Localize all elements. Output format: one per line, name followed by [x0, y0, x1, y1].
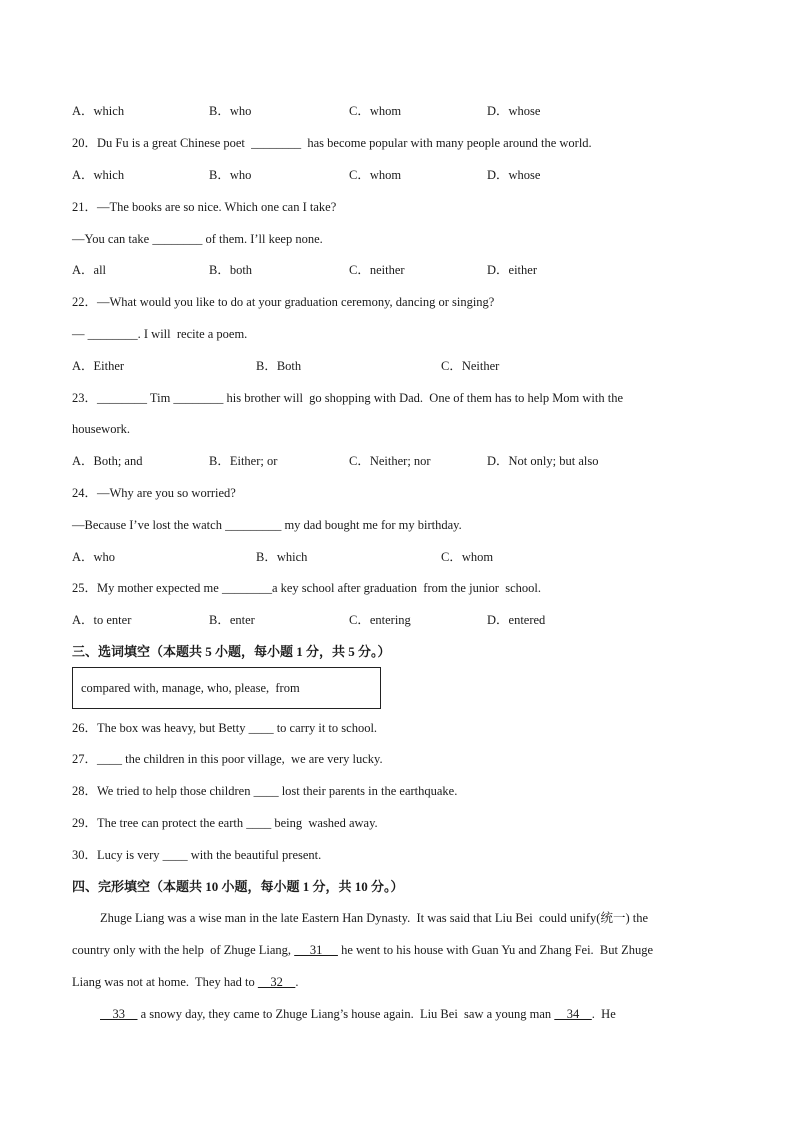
- passage-text: Liang was not at home. They had to: [72, 975, 258, 989]
- word-bank-box: [72, 667, 381, 709]
- q25-option-b: B．enter: [209, 613, 255, 627]
- q21-option-a: A．all: [72, 263, 107, 277]
- section-3-title: 三、选词填空（本题共 5 小题，每小题 1 分，共 5 分。）: [72, 644, 391, 659]
- passage-text: .: [295, 975, 299, 989]
- passage-p2-line1: [100, 1006, 616, 1022]
- q24-option-c: C．whom: [441, 550, 494, 564]
- q20-option-c: C．whom: [349, 168, 402, 182]
- q21-line1: 21．—The books are so nice. Which one can I take?: [72, 200, 337, 214]
- q24-option-b: B．which: [256, 550, 308, 564]
- q21-line2: —You can take ________ of them. I’ll keep none.: [72, 232, 323, 246]
- q25-option-a: A．to enter: [72, 613, 132, 627]
- passage-p1-line3: [72, 974, 298, 990]
- q19-option-b: B．who: [209, 104, 252, 118]
- q19-option-d: D．whose: [487, 104, 541, 118]
- q19-option-a: A．which: [72, 104, 125, 118]
- passage-text: a snowy day, they came to Zhuge Liang’s house again. Liu Bei saw a young man: [137, 1007, 555, 1021]
- q23-line1: 23．________ Tim ________ his brother will go shopping with Dad. One of them has to help Mom with the: [72, 391, 624, 405]
- q29-line: 29．The tree can protect the earth ____ being washed away.: [72, 816, 378, 830]
- blank-34: 34: [554, 1007, 592, 1021]
- q22-line1: 22．—What would you like to do at your graduation ceremony, dancing or singing?: [72, 295, 495, 309]
- passage-text: . He: [591, 1007, 616, 1021]
- q20-option-a: A．which: [72, 168, 125, 182]
- q22-option-b: B．Both: [256, 359, 302, 373]
- section-4-title: 四、完形填空（本题共 10 小题，每小题 1 分，共 10 分。）: [72, 879, 404, 894]
- q27-line: 27．____ the children in this poor village, we are very lucky.: [72, 752, 383, 766]
- q21-option-b: B．both: [209, 263, 253, 277]
- q25-option-c: C．entering: [349, 613, 411, 627]
- q23-line2: housework.: [72, 422, 130, 436]
- q25-option-d: D．entered: [487, 613, 546, 627]
- q23-option-b: B．Either; or: [209, 454, 278, 468]
- passage-p1-line2: [72, 942, 653, 958]
- q20-stem: 20．Du Fu is a great Chinese poet ________ has become popular with many people around the world.: [72, 136, 592, 150]
- word-bank-text: compared with, manage, who, please, from: [81, 681, 300, 695]
- passage-text: he went to his house with Guan Yu and Zhang Fei. But Zhuge: [337, 943, 654, 957]
- q23-option-d: D．Not only; but also: [487, 454, 599, 468]
- q26-line: 26．The box was heavy, but Betty ____ to carry it to school.: [72, 721, 378, 735]
- q20-option-b: B．who: [209, 168, 252, 182]
- q22-option-c: C．Neither: [441, 359, 500, 373]
- q30-line: 30．Lucy is very ____ with the beautiful present.: [72, 848, 322, 862]
- q28-line: 28．We tried to help those children ____ lost their parents in the earthquake.: [72, 784, 458, 798]
- q20-option-d: D．whose: [487, 168, 541, 182]
- passage-p1-line1: Zhuge Liang was a wise man in the late Eastern Han Dynasty. It was said that Liu Bei could unify(统一) the: [100, 911, 649, 925]
- q23-option-c: C．Neither; nor: [349, 454, 431, 468]
- q22-line2: — ________. I will recite a poem.: [72, 327, 248, 341]
- q19-option-c: C．whom: [349, 104, 402, 118]
- blank-33: 33: [100, 1007, 138, 1021]
- blank-32: 32: [257, 975, 296, 989]
- q24-line2: —Because I’ve lost the watch _________ my dad bought me for my birthday.: [72, 518, 462, 532]
- q23-option-a: A．Both; and: [72, 454, 143, 468]
- q21-option-c: C．neither: [349, 263, 405, 277]
- q25-line1: 25．My mother expected me ________a key school after graduation from the junior school.: [72, 581, 541, 595]
- passage-text: country only with the help of Zhuge Liang,: [72, 943, 295, 957]
- blank-31: 31: [294, 943, 338, 957]
- q24-line1: 24．—Why are you so worried?: [72, 486, 236, 500]
- q21-option-d: D．either: [487, 263, 537, 277]
- q22-option-a: A．Either: [72, 359, 125, 373]
- q24-option-a: A．who: [72, 550, 116, 564]
